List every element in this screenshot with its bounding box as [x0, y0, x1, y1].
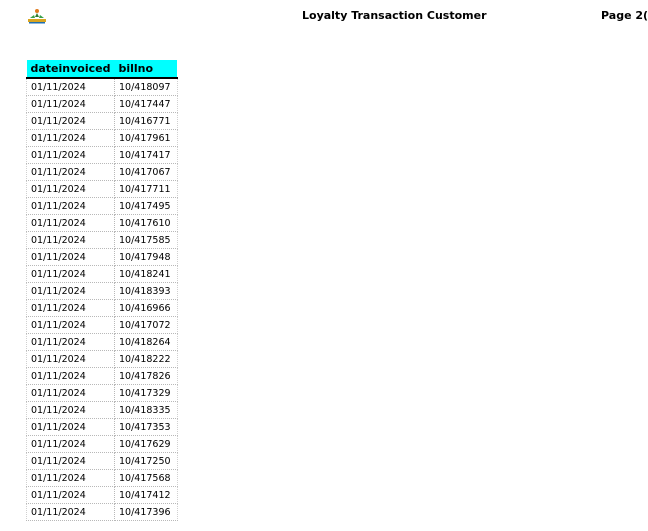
table-row — [27, 147, 178, 164]
cell-dateinvoiced: 01/11/2024 — [27, 215, 115, 232]
cell-billno: 10/417417 — [114, 147, 177, 164]
table-row — [27, 317, 178, 334]
table-row — [27, 198, 178, 215]
table-row — [27, 385, 178, 402]
cell-billno: 10/417629 — [114, 436, 177, 453]
table-row — [27, 96, 178, 113]
table-row — [27, 504, 178, 521]
cell-billno: 10/417948 — [114, 249, 177, 266]
cell-dateinvoiced: 01/11/2024 — [27, 504, 115, 521]
cell-billno: 10/417495 — [114, 198, 177, 215]
cell-dateinvoiced: 01/11/2024 — [27, 300, 115, 317]
cell-billno: 10/417250 — [114, 453, 177, 470]
cell-billno: 10/416771 — [114, 113, 177, 130]
cell-dateinvoiced: 01/11/2024 — [27, 266, 115, 283]
cell-dateinvoiced: 01/11/2024 — [27, 283, 115, 300]
table-row — [27, 453, 178, 470]
cell-billno: 10/418222 — [114, 351, 177, 368]
cell-billno: 10/417961 — [114, 130, 177, 147]
cell-billno: 10/417072 — [114, 317, 177, 334]
cell-billno: 10/416966 — [114, 300, 177, 317]
cell-billno: 10/417711 — [114, 181, 177, 198]
table-row — [27, 249, 178, 266]
cell-dateinvoiced: 01/11/2024 — [27, 164, 115, 181]
cell-billno: 10/418241 — [114, 266, 177, 283]
table-row — [27, 487, 178, 504]
cell-billno: 10/418335 — [114, 402, 177, 419]
table-row — [27, 402, 178, 419]
table-row — [27, 351, 178, 368]
cell-dateinvoiced: 01/11/2024 — [27, 78, 115, 96]
cell-billno: 10/417396 — [114, 504, 177, 521]
table-row — [27, 470, 178, 487]
cell-billno: 10/417826 — [114, 368, 177, 385]
table-row — [27, 113, 178, 130]
table-row — [27, 181, 178, 198]
cell-billno: 10/417585 — [114, 232, 177, 249]
table-row — [27, 436, 178, 453]
cell-dateinvoiced: 01/11/2024 — [27, 96, 115, 113]
page-number: Page 2( — [601, 9, 648, 22]
company-logo-icon — [26, 8, 48, 24]
cell-dateinvoiced: 01/11/2024 — [27, 368, 115, 385]
cell-dateinvoiced: 01/11/2024 — [27, 419, 115, 436]
table-row — [27, 300, 178, 317]
cell-dateinvoiced: 01/11/2024 — [27, 232, 115, 249]
table-row — [27, 130, 178, 147]
column-header-dateinvoiced: dateinvoiced — [27, 60, 115, 78]
cell-billno: 10/417412 — [114, 487, 177, 504]
cell-dateinvoiced: 01/11/2024 — [27, 198, 115, 215]
table-row — [27, 78, 178, 96]
table-row — [27, 164, 178, 181]
table-body — [27, 78, 178, 521]
cell-billno: 10/417610 — [114, 215, 177, 232]
cell-dateinvoiced: 01/11/2024 — [27, 317, 115, 334]
cell-billno: 10/417067 — [114, 164, 177, 181]
cell-billno: 10/417329 — [114, 385, 177, 402]
table-row — [27, 368, 178, 385]
cell-dateinvoiced: 01/11/2024 — [27, 249, 115, 266]
table-row — [27, 334, 178, 351]
cell-billno: 10/418393 — [114, 283, 177, 300]
cell-dateinvoiced: 01/11/2024 — [27, 385, 115, 402]
cell-dateinvoiced: 01/11/2024 — [27, 113, 115, 130]
cell-dateinvoiced: 01/11/2024 — [27, 402, 115, 419]
cell-dateinvoiced: 01/11/2024 — [27, 351, 115, 368]
table-row — [27, 232, 178, 249]
cell-billno: 10/417353 — [114, 419, 177, 436]
column-header-billno: billno — [114, 60, 177, 78]
cell-billno: 10/418264 — [114, 334, 177, 351]
cell-billno: 10/418097 — [114, 78, 177, 96]
table-row — [27, 266, 178, 283]
cell-dateinvoiced: 01/11/2024 — [27, 453, 115, 470]
cell-dateinvoiced: 01/11/2024 — [27, 436, 115, 453]
cell-dateinvoiced: 01/11/2024 — [27, 487, 115, 504]
report-title: Loyalty Transaction Customer — [302, 9, 487, 22]
table-row — [27, 419, 178, 436]
cell-dateinvoiced: 01/11/2024 — [27, 130, 115, 147]
cell-dateinvoiced: 01/11/2024 — [27, 147, 115, 164]
cell-dateinvoiced: 01/11/2024 — [27, 181, 115, 198]
cell-billno: 10/417568 — [114, 470, 177, 487]
transactions-table — [26, 60, 178, 521]
cell-billno: 10/417447 — [114, 96, 177, 113]
table-row — [27, 283, 178, 300]
table-row — [27, 215, 178, 232]
table-header-row — [27, 60, 178, 78]
cell-dateinvoiced: 01/11/2024 — [27, 334, 115, 351]
cell-dateinvoiced: 01/11/2024 — [27, 470, 115, 487]
